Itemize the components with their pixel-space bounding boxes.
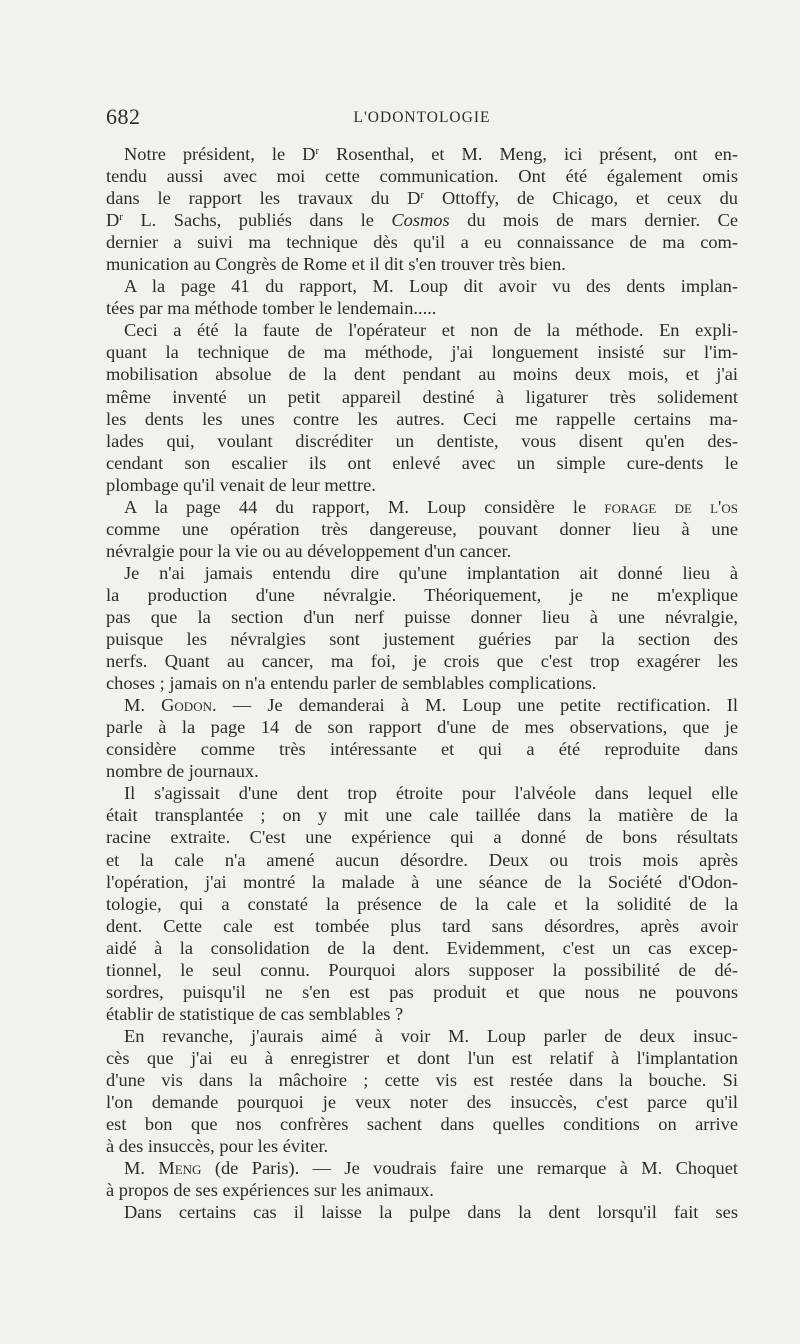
text-line: En revanche, j'aurais aimé à voir M. Loup parler de deux insuc- — [124, 1025, 738, 1046]
text-line: cendant son escalier ils ont enlevé avec un simple cure-dents le — [106, 452, 738, 473]
text-line: d'une vis dans la mâchoire ; cette vis est restée dans la bouche. Si — [106, 1069, 738, 1090]
text-line: parle à la page 14 de son rapport d'une de mes observations, que je — [106, 717, 738, 738]
text-line: établir de statistique de cas semblables ? — [106, 1003, 404, 1024]
text-line: M. Godon. — Je demanderai à M. Loup une petite rectification. Il — [124, 695, 738, 716]
text-line: sordres, puisqu'il ne s'en est pas produit et que nous ne pouvons — [106, 981, 738, 1002]
text-line: quant la technique de ma méthode, j'ai longuement insisté sur l'im- — [106, 342, 738, 363]
text-line: A la page 44 du rapport, M. Loup considère le forage de l'os — [124, 496, 738, 517]
text-line: considère comme très intéressante et qui a été reproduite dans — [106, 739, 738, 760]
text-line: dent. Cette cale est tombée plus tard sans désordres, après avoir — [106, 915, 738, 936]
text-line: l'on demande pourquoi je veux noter des insuccès, c'est parce qu'il — [106, 1092, 738, 1113]
text-line: nombre de journaux. — [106, 761, 259, 782]
running-title: L'ODONTOLOGIE — [353, 109, 491, 126]
text-line: puisque les névralgies sont justement guéries par la section des — [106, 629, 738, 650]
text-line: les dents les unes contre les autres. Ceci me rappelle certains ma- — [106, 408, 738, 429]
text-line: dernier a suivi ma technique dès qu'il a eu connaissance de ma com- — [106, 232, 738, 253]
text-line: tionnel, le seul connu. Pourquoi alors supposer la possibilité de dé- — [106, 959, 738, 980]
text-line: Je n'ai jamais entendu dire qu'une implantation ait donné lieu à — [124, 562, 738, 583]
text-line: à des insuccès, pour les éviter. — [106, 1136, 329, 1157]
text-line: mobilisation absolue de la dent pendant au moins deux mois, et j'ai — [106, 364, 738, 385]
text-line: névralgie pour la vie ou au développement d'un cancer. — [106, 540, 512, 561]
text-line: tendu aussi avec moi cette communication. Ont été également omis — [106, 166, 738, 187]
text-line: plombage qu'il venait de leur mettre. — [106, 474, 376, 495]
page-header — [106, 104, 738, 134]
text-line: tées par ma méthode tomber le lendemain..... — [106, 298, 437, 319]
text-line: Il s'agissait d'une dent trop étroite pour l'alvéole dans lequel elle — [124, 783, 738, 804]
text-line: choses ; jamais on n'a entendu parler de semblables complications. — [106, 673, 597, 694]
page-number: 682 — [106, 104, 141, 129]
text-line: Dans certains cas il laisse la pulpe dans la dent lorsqu'il fait ses — [124, 1202, 738, 1223]
text-line: tologie, qui a constaté la présence de la cale et la solidité de la — [106, 893, 738, 914]
text-line: et la cale n'a amené aucun désordre. Deux ou trois mois après — [106, 849, 738, 870]
text-line: pas que la section d'un nerf puisse donner lieu à une névralgie, — [106, 606, 738, 627]
text-line: à propos de ses expériences sur les animaux. — [106, 1180, 434, 1201]
text-line: est bon que nos confrères sachent dans quelles conditions on arrive — [106, 1114, 738, 1135]
text-line: lades qui, voulant discréditer un dentiste, vous disent qu'en des- — [106, 430, 738, 451]
body-text — [106, 143, 738, 1223]
text-line: racine extraite. C'est une expérience qui a donné de bons résultats — [106, 827, 738, 848]
text-line: la production d'une névralgie. Théoriquement, je ne m'explique — [106, 584, 738, 605]
text-line: l'opération, j'ai montré la malade à une séance de la Société d'Odon- — [106, 871, 738, 892]
text-line: cès que j'ai eu à enregistrer et dont l'un est relatif à l'implantation — [106, 1047, 738, 1068]
text-line: $D^r$ L. Sachs, publiés dans le Cosmos du mois de mars dernier. Ce — [106, 210, 738, 231]
text-line: était transplantée ; on y mit une cale taillée dans la matière de la — [106, 805, 738, 826]
text-line: Notre président, le $D^r$ Rosenthal, et M. Meng, ici présent, ont en- — [124, 144, 738, 164]
text-line: même inventé un petit appareil destiné à ligaturer très solidement — [106, 386, 738, 407]
text-line: A la page 41 du rapport, M. Loup dit avoir vu des dents implan- — [124, 276, 738, 297]
text-line: Ceci a été la faute de l'opérateur et non de la méthode. En expli- — [124, 320, 738, 341]
text-line: dans le rapport les travaux du $D^r$ Ottoffy, de Chicago, et ceux du — [106, 188, 738, 209]
text-line: nerfs. Quant au cancer, ma foi, je crois que c'est trop exagérer les — [106, 651, 738, 672]
text-line: M. Meng (de Paris). — Je voudrais faire une remarque à M. Choquet — [124, 1158, 738, 1179]
text-line: munication au Congrès de Rome et il dit s'en trouver très bien. — [106, 254, 566, 275]
text-line: aidé à la consolidation de la dent. Evidemment, c'est un cas excep- — [106, 937, 738, 958]
text-line: comme une opération très dangereuse, pouvant donner lieu à une — [106, 518, 738, 539]
